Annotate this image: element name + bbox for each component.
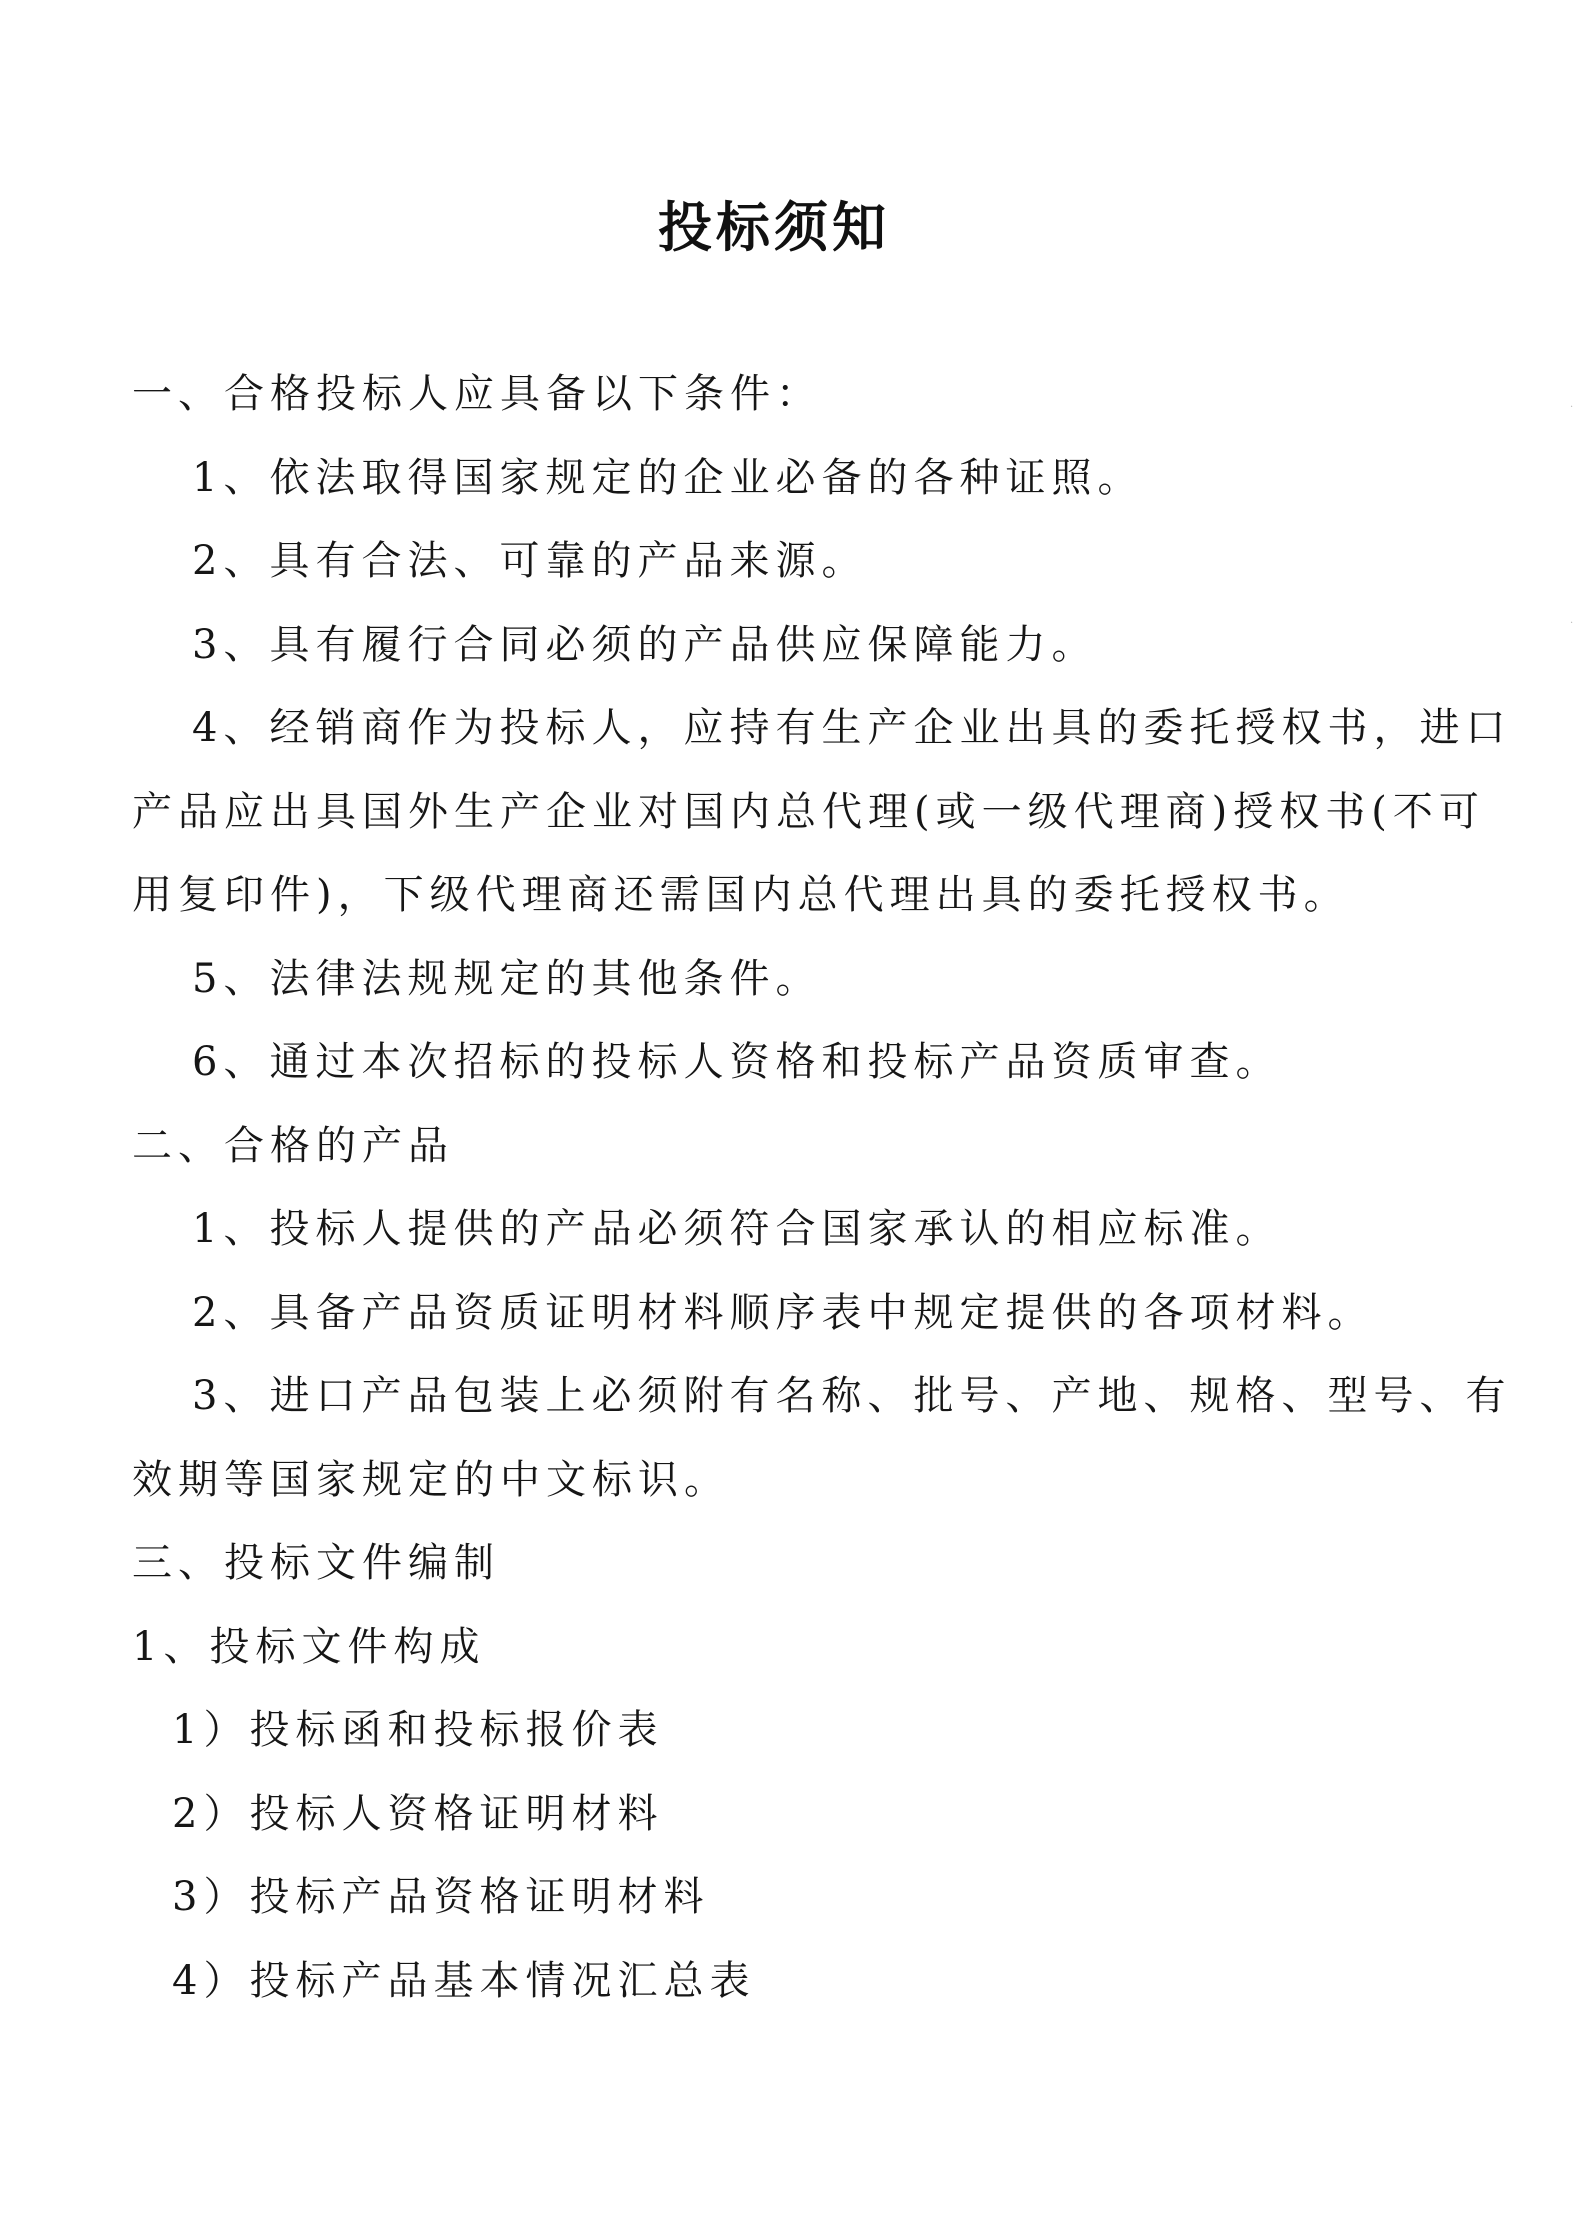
section-heading: 一、合格投标人应具备以下条件： bbox=[132, 371, 822, 417]
list-item: 1、依法取得国家规定的企业必备的各种证照。 bbox=[192, 454, 1144, 501]
list-item: 6、通过本次招标的投标人资格和投标产品资质审查。 bbox=[192, 1039, 1282, 1085]
list-item: 4、经销商作为投标人，应持有生产企业出具的委托授权书，进口 bbox=[192, 705, 1512, 751]
page-title: 投标须知 bbox=[658, 196, 890, 259]
list-item: 3、进口产品包装上必须附有名称、批号、产地、规格、型号、有 bbox=[192, 1373, 1512, 1419]
sub-list-item: 4）投标产品基本情况汇总表 bbox=[172, 1957, 756, 2004]
list-item: 2、具备产品资质证明材料顺序表中规定提供的各项材料。 bbox=[192, 1289, 1374, 1336]
paragraph-line: 效期等国家规定的中文标识。 bbox=[132, 1456, 730, 1503]
section-heading: 二、合格的产品 bbox=[132, 1122, 454, 1169]
list-item: 5、法律法规规定的其他条件。 bbox=[192, 955, 822, 1002]
list-item: 1、投标人提供的产品必须符合国家承认的相应标准。 bbox=[192, 1206, 1282, 1252]
section-heading: 三、投标文件编制 bbox=[132, 1540, 500, 1586]
list-item: 2、具有合法、可靠的产品来源。 bbox=[192, 538, 868, 584]
paragraph-line: 产品应出具国外生产企业对国内总代理(或一级代理商)授权书(不可 bbox=[132, 788, 1485, 835]
paragraph-line: 用复印件)，下级代理商还需国内总代理出具的委托授权书。 bbox=[132, 872, 1350, 918]
sub-list-item: 3）投标产品资格证明材料 bbox=[172, 1874, 710, 1920]
list-item: 3、具有履行合同必须的产品供应保障能力。 bbox=[192, 621, 1098, 668]
subsection-heading: 1、投标文件构成 bbox=[132, 1623, 486, 1670]
document-body bbox=[132, 353, 1512, 2023]
sub-list-item: 2）投标人资格证明材料 bbox=[172, 1790, 664, 1837]
scan-speck: · bbox=[1570, 402, 1574, 413]
sub-list-item: 1）投标函和投标报价表 bbox=[172, 1707, 664, 1753]
scan-speck: · bbox=[1570, 618, 1574, 629]
